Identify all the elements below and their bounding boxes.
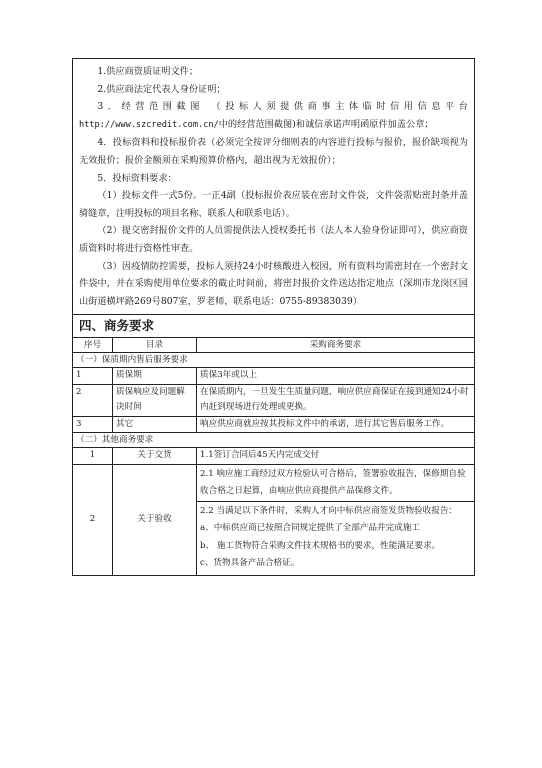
row-item: 质保响应及问题解决时间 — [113, 384, 197, 416]
acceptance-intro: 2.2 当满足以下条件时，采购人才向中标供应商签发货物验收报告： — [200, 505, 458, 516]
list-item-5: 5．投标资料要求： — [97, 172, 177, 184]
requirement-1: （1）投标文件一式5份。一正4副（投标报价表应装在密封文件袋，文件袋需贴密封条并盖骑缝章，注明投标的项目名称、联系人和联系电话）。 — [79, 190, 468, 219]
row-item: 关于交货 — [113, 448, 197, 465]
table-row — [73, 464, 475, 501]
row-item: 质保期 — [113, 368, 197, 385]
credit-url: http://www.szcredit.com.cn/ — [79, 119, 219, 130]
condition-c: c、货物具备产品合格证。 — [200, 558, 300, 569]
table-header — [73, 338, 475, 353]
list-item-3 — [79, 98, 468, 134]
row-requirement: 2.1 响应施工商经过双方检验认可合格后，签署验收报告，保修期自验收合格之日起算，由响应供应商提供产品保修文件。 — [197, 464, 475, 501]
document-page — [72, 58, 475, 576]
group-title-2: （二）其他商务要求 — [73, 433, 475, 448]
list-item-1: 1.供应商资质证明文件； — [97, 66, 199, 77]
row-item: 关于验收 — [113, 464, 197, 575]
table-row — [73, 368, 475, 385]
condition-a: a、中标供应商已按照合同规定提供了全部产品并完成施工 — [200, 523, 420, 534]
table-row — [73, 448, 475, 465]
requirement-3: （3）因疫情防控需要，投标人须持24小时核酸进入校园，所有资料均需密封在一个密封文件袋中，并在采购使用单位要求的截止时间前，将密封报价文件送达指定地点（深圳市龙岗区园山街道横坪路269号807室，罗老师，联系电话：0755-89383039） — [79, 260, 468, 307]
list-item-4: 4．投标资料和投标报价表（必须完全按评分细则表的内容进行投标与报价，报价缺项视为无效报价；报价金额须在采购预算价格内，超出视为无效报价）； — [79, 137, 468, 166]
row-no: 1 — [73, 368, 113, 385]
row-no: 3 — [73, 416, 113, 433]
row-no: 1 — [73, 448, 113, 465]
row-requirement: 在保质期内，一旦发生生质量问题，响应供应商保证在接到通知24小时内赶到现场进行处理或更换。 — [197, 384, 475, 416]
group-title-1: （一）保质期内售后服务要求 — [73, 353, 475, 368]
table-row — [73, 416, 475, 433]
row-requirement: 响应供应商就应按其投标文件中的承诺，进行其它售后服务工作。 — [197, 416, 475, 433]
qualification-list — [72, 58, 475, 314]
row-requirement — [197, 501, 475, 575]
condition-b: b、 施工货物符合采购文件技术规格书的要求，性能满足要求。 — [200, 540, 441, 551]
row-no: 2 — [73, 464, 113, 575]
item3-text-a: 3．经营范围截图 （投标人须提供商事主体临时信用信息平台 — [97, 101, 468, 113]
commercial-requirements-table — [72, 337, 475, 576]
section-title: 四、商务要求 — [72, 314, 475, 337]
row-requirement: 质保3年或以上 — [197, 368, 475, 385]
list-item-2: 2.供应商法定代表人身份证明； — [97, 83, 226, 95]
group-row — [73, 433, 475, 448]
header-item: 目录 — [113, 338, 197, 353]
requirement-2: （2）提交密封报价文件的人员需提供法人授权委托书（法人本人验身份证即可），供应商资质资料时将进行资格性审查。 — [79, 225, 468, 254]
group-row — [73, 353, 475, 368]
header-no: 序号 — [73, 338, 113, 353]
row-no: 2 — [73, 384, 113, 416]
table-row — [73, 384, 475, 416]
row-requirement: 1.1签订合同后45天内完成交付 — [197, 448, 475, 465]
header-requirement: 采购商务要求 — [197, 338, 475, 353]
item3-text-b: 中的经营范围截图)和诚信承诺声明函原件加盖公章； — [218, 118, 434, 130]
row-item: 其它 — [113, 416, 197, 433]
